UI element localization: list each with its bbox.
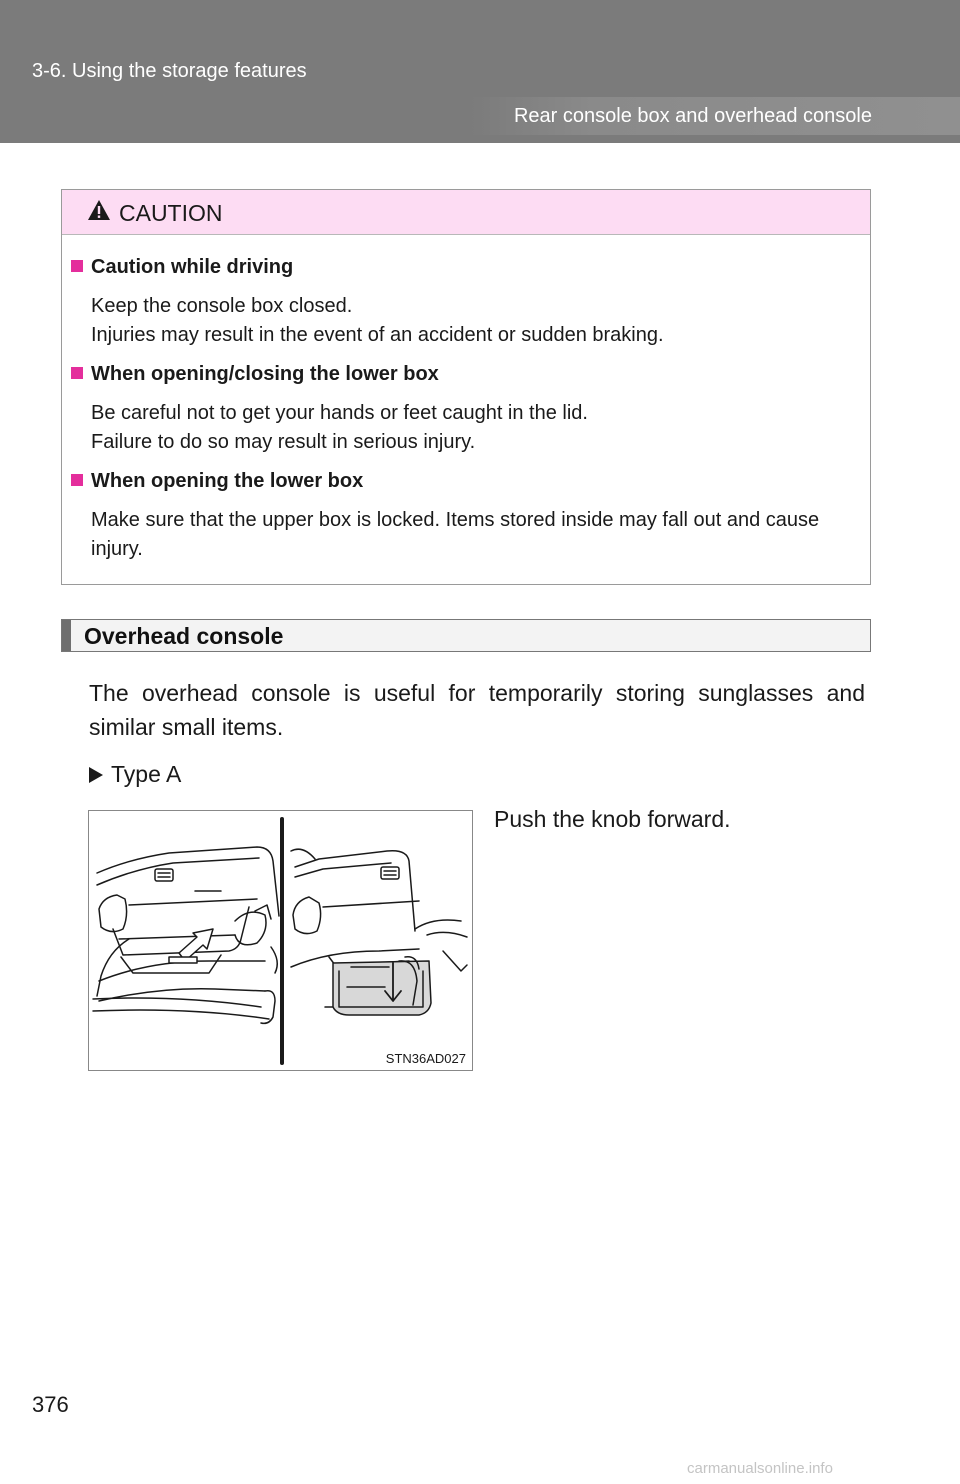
section-heading — [61, 619, 871, 652]
page-header — [0, 0, 960, 143]
caution-line: Keep the console box closed. — [91, 295, 353, 317]
section-title: Overhead console — [84, 623, 284, 649]
triangle-bullet-icon — [89, 767, 103, 783]
caution-line: Be careful not to get your hands or feet caught in the lid. — [91, 402, 588, 424]
chapter-tab — [470, 97, 960, 135]
caution-title: CAUTION — [119, 200, 223, 226]
figure-code: STN36AD027 — [385, 1051, 466, 1066]
heading-bar — [62, 620, 71, 651]
caution-item-body — [91, 506, 861, 564]
console-drawing-icon — [89, 811, 472, 1070]
intro-paragraph: The overhead console is useful for temporarily storing sunglasses and similar small items. — [89, 680, 865, 740]
caution-item-title-text: Caution while driving — [91, 256, 294, 278]
caution-item — [71, 362, 861, 457]
caution-item-title — [71, 255, 861, 279]
caution-line: Make sure that the upper box is locked. Items stored inside may fall out and cause injury. — [91, 509, 820, 560]
caution-line: Failure to do so may result in serious injury. — [91, 431, 476, 453]
section-label: 3-6. Using the storage features — [32, 60, 307, 82]
caution-item-body — [91, 399, 861, 457]
instruction-text: Push the knob forward. — [494, 806, 731, 832]
caution-item-body — [91, 292, 861, 350]
caution-item-title — [71, 469, 861, 493]
caution-item-title-text: When opening the lower box — [91, 470, 364, 492]
caution-line: Injuries may result in the event of an accident or sudden braking. — [91, 324, 664, 346]
bullet-square-icon — [71, 260, 83, 272]
type-label — [89, 761, 181, 788]
caution-item-title-text: When opening/closing the lower box — [91, 363, 439, 385]
page-number: 376 — [32, 1392, 69, 1417]
chapter-tab-label: Rear console box and overhead console — [513, 105, 872, 127]
caution-header — [62, 190, 870, 235]
caution-item — [71, 255, 861, 350]
caution-box — [61, 189, 871, 585]
type-label-text: Type A — [111, 761, 182, 787]
watermark: carmanualsonline.info — [687, 1460, 833, 1477]
caution-item-title — [71, 362, 861, 386]
warning-icon — [87, 199, 111, 221]
bullet-square-icon — [71, 367, 83, 379]
caution-item — [71, 469, 861, 564]
overhead-console-illustration — [88, 810, 473, 1071]
bullet-square-icon — [71, 474, 83, 486]
